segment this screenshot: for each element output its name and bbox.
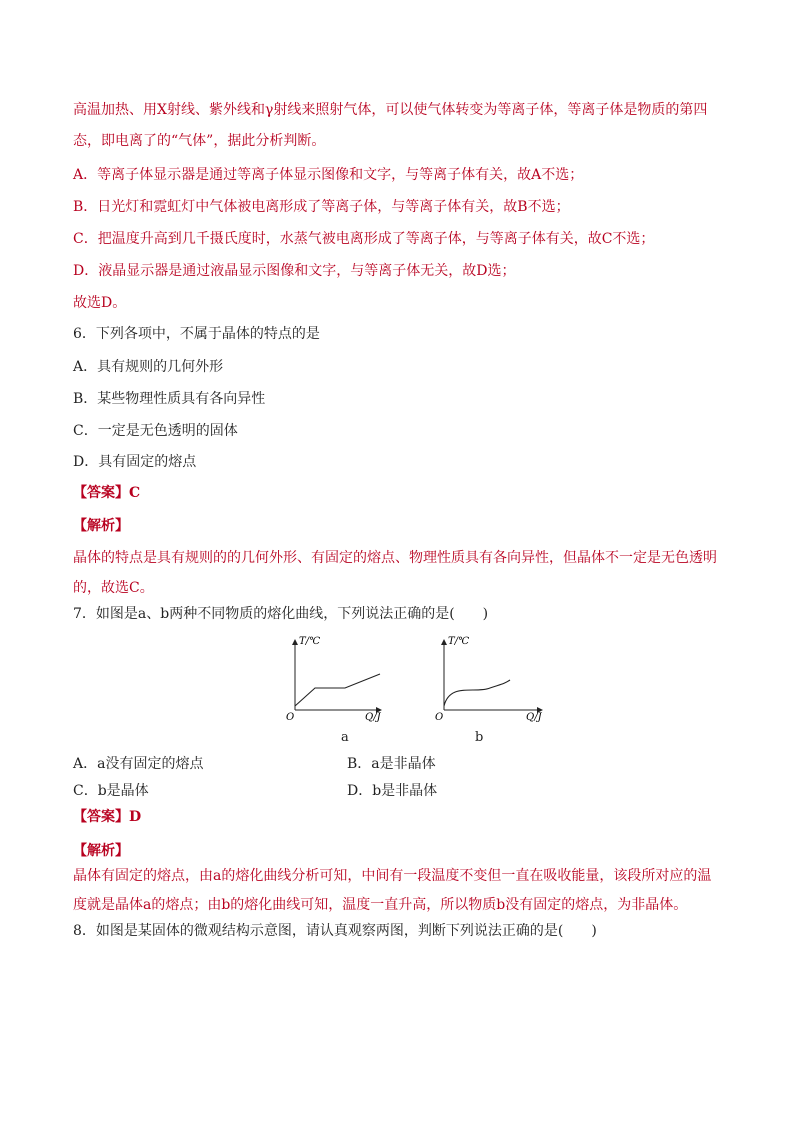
melting-curve-b	[430, 634, 545, 724]
q6-option-b: B．某些物理性质具有各向异性	[73, 391, 266, 407]
figure-b-caption: b	[475, 730, 484, 745]
q7-option-d: D．b是非晶体	[347, 783, 438, 799]
q6-option-a: A．具有规则的几何外形	[73, 359, 224, 375]
q7-option-c: C．b是晶体	[73, 783, 149, 799]
q7-analysis-label: 【解析】	[73, 843, 129, 859]
q7-option-a: A．a没有固定的熔点	[73, 756, 204, 772]
x-axis-label: Q/J	[365, 712, 381, 723]
origin-label: O	[286, 712, 295, 723]
q7-option-b: B．a是非晶体	[347, 756, 436, 772]
q7-stem: 7．如图是a、b两种不同物质的熔化曲线，下列说法正确的是( )	[73, 606, 489, 622]
curve-b	[444, 680, 510, 706]
y-axis-label: T/℃	[299, 636, 321, 647]
y-axis-label: T/℃	[448, 636, 470, 647]
explanation-line-2: 态，即电离了的“气体”，据此分析判断。	[73, 133, 326, 149]
q7-answer: 【答案】D	[73, 809, 142, 825]
explanation-line-1: 高温加热、用X射线、紫外线和γ射线来照射气体，可以使气体转变为等离子体，等离子体是物质的第四	[73, 102, 708, 118]
explanation-option-c: C．把温度升高到几千摄氏度时，水蒸气被电离形成了等离子体，与等离子体有关，故C不选；	[73, 231, 655, 247]
melting-curve-a	[283, 634, 383, 724]
explanation-conclusion: 故选D。	[73, 295, 127, 311]
q6-stem: 6．下列各项中，不属于晶体的特点的是	[73, 326, 320, 342]
origin-label: O	[435, 712, 444, 723]
curve-a	[295, 674, 380, 706]
explanation-option-d: D．液晶显示器是通过液晶显示图像和文字，与等离子体无关，故D选；	[73, 263, 516, 279]
q6-answer: 【答案】C	[73, 485, 141, 501]
x-axis-label: Q/J	[526, 712, 542, 723]
q6-analysis-label: 【解析】	[73, 518, 129, 534]
q6-analysis-line-2: 的，故选C。	[73, 580, 154, 596]
explanation-option-a: A．等离子体显示器是通过等离子体显示图像和文字，与等离子体有关，故A不选；	[73, 167, 584, 183]
q8-stem: 8．如图是某固体的微观结构示意图，请认真观察两图，判断下列说法正确的是( )	[73, 923, 597, 939]
q6-option-c: C．一定是无色透明的固体	[73, 423, 238, 439]
explanation-option-b: B．日光灯和霓虹灯中气体被电离形成了等离子体，与等离子体有关，故B不选；	[73, 199, 570, 215]
q6-analysis-line-1: 晶体的特点是具有规则的的几何外形、有固定的熔点、物理性质具有各向异性，但晶体不一定是无色透明	[73, 550, 717, 566]
q7-analysis-line-1: 晶体有固定的熔点，由a的熔化曲线分析可知，中间有一段温度不变但一直在吸收能量，该段所对应的温	[73, 868, 712, 884]
figure-a-caption: a	[341, 730, 349, 745]
q7-analysis-line-2: 度就是晶体a的熔点；由b的熔化曲线可知，温度一直升高，所以物质b没有固定的熔点，为非晶体。	[73, 897, 688, 913]
q6-option-d: D．具有固定的熔点	[73, 454, 197, 470]
